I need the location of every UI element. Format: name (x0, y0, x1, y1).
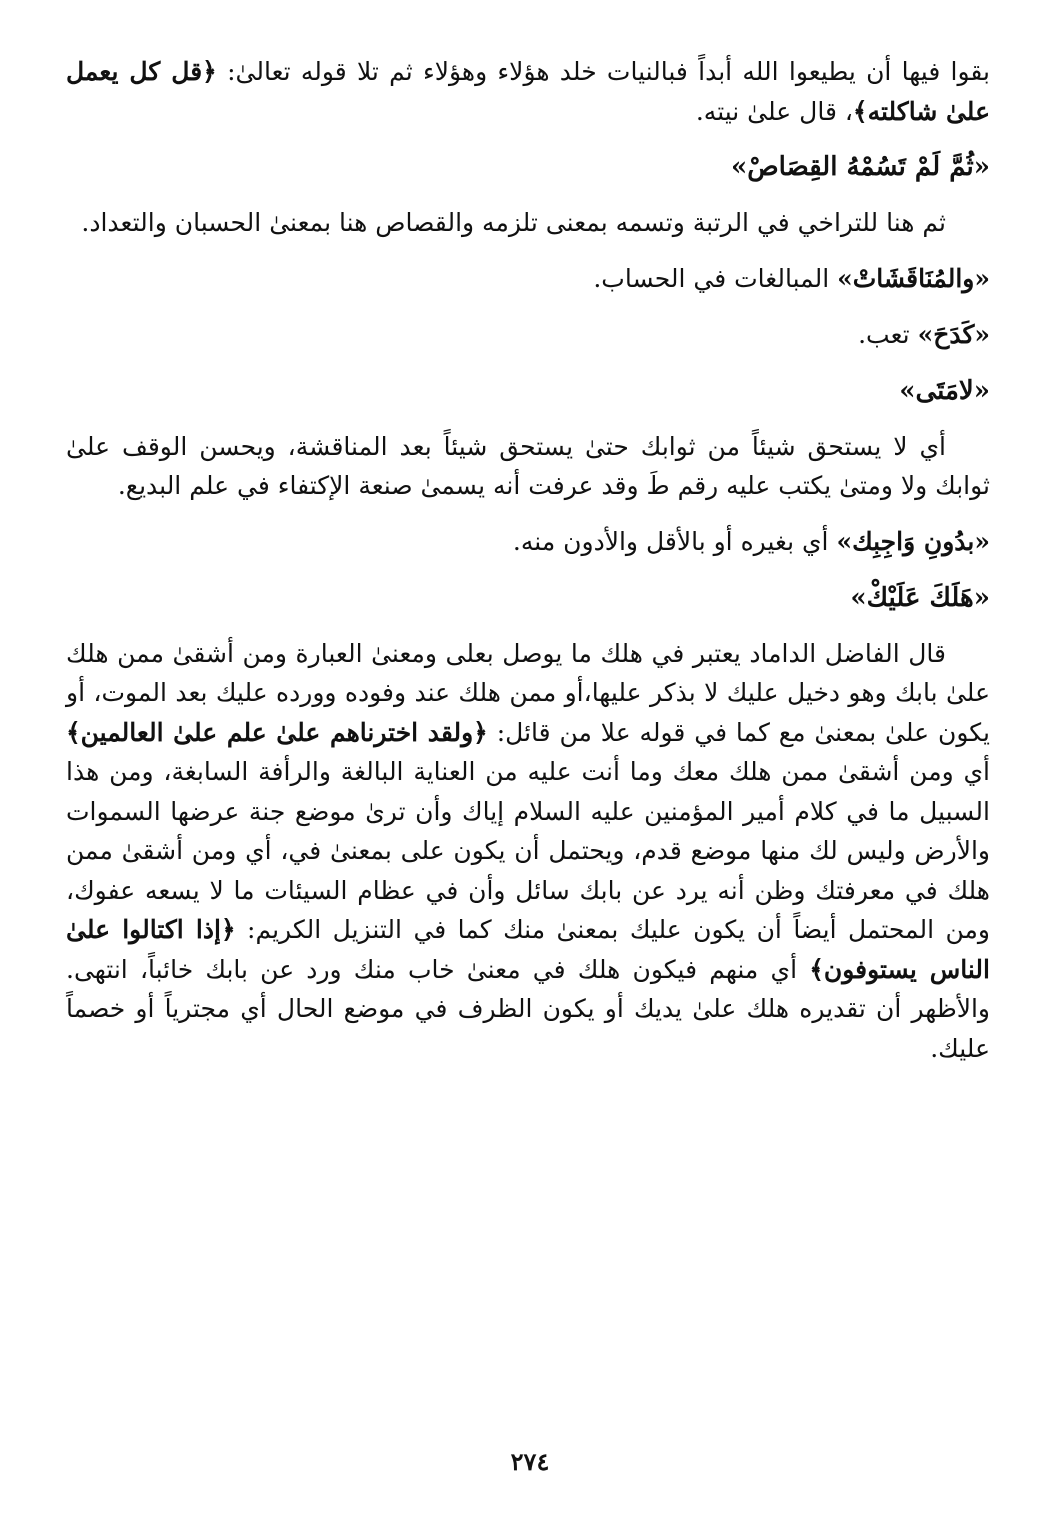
quran-quote: ﴿قل كل يعمل علىٰ شاكلته﴾ (66, 57, 990, 126)
section-heading: «ثُمَّ لَمْ تَسُمْهُ القِصَاصْ» (730, 152, 990, 182)
page-content (66, 52, 990, 1082)
gloss-definition: تعب. (858, 319, 918, 349)
paragraph-commentary (66, 634, 990, 1069)
gloss-definition: المبالغات في الحساب. (593, 263, 838, 293)
quran-quote: ﴿ولقد اخترناهم علىٰ علم علىٰ العالمين﴾ (66, 717, 488, 747)
gloss-definition: أي بغيره أو بالأقل والأدون منه. (512, 526, 837, 556)
section-heading: «لامَتَى» (899, 375, 990, 406)
gloss-term: «كَدَحَ» (917, 319, 990, 349)
paragraph-text: قال الفاضل الداماد يعتبر في هلك ما يوصل بعلى ومعنىٰ العبارة ومن أشقىٰ ممن هلك علىٰ بابك وهو دخيل عليك لا بذكر عليها،أو ممن هلك عند وفوده وورده عليك بعد الموت، أو يكون علىٰ بمعنىٰ مع كما في قوله علا من قائل: (66, 638, 991, 747)
paragraph-text: بقوا فيها أن يطيعوا الله أبداً فبالنيات خلد هؤلاء وهؤلاء ثم تلا قوله تعالىٰ: (216, 57, 990, 86)
gloss-entry (66, 257, 990, 301)
gloss-entry (66, 313, 990, 357)
quran-quote: ﴿إذا اكتالوا علىٰ الناس يستوفون﴾ (66, 915, 990, 984)
paragraph-text: أي ومن أشقىٰ ممن هلك معك وما أنت عليه من العناية البالغة والرأفة السابغة، ومن هذا السبيل ما في كلام أمير المؤمنين عليه السلام إياك وأن ترىٰ موضع جنة عرضها السموات والأرض وليس لك منها موضع قدم، ويحتمل أن يكون على بمعنىٰ في، أي ومن أشقىٰ ممن هلك في معرفتك وظن أنه يرد عن بابك سائل وأن في عظام السيئات ما لا يسعه عفوك، ومن المحتمل أيضاً أن يكون عليك بمعنىٰ منك كما في التنزيل الكريم: (66, 757, 990, 944)
paragraph-explanation: ثم هنا للتراخي في الرتبة وتسمه بمعنى تلزمه والقصاص هنا بمعنىٰ الحسبان والتعداد. (81, 208, 946, 237)
gloss-entry (66, 520, 990, 564)
paragraph-text: أي منهم فيكون هلك في معنىٰ خاب منك ورد عن بابك خائباً، انتهى. والأظهر أن تقديره هلك علىٰ يديك أو يكون الظرف في موضع الحال أي مجترياً أو خصماً عليك. (66, 954, 990, 1063)
section-heading: «هَلَكَ عَلَيْكْ» (850, 582, 990, 613)
gloss-term: «والمُنَاقَشَاتْ» (837, 263, 990, 293)
gloss-term: «بدُونِ وَاجِبِك» (836, 526, 990, 556)
paragraph-explanation: أي لا يستحق شيئاً من ثوابك حتىٰ يستحق شيئاً بعد المناقشة، ويحسن الوقف علىٰ ثوابك ولا ومتىٰ يكتب عليه رقم طَ وقد عرفت أنه يسمىٰ صنعة الإكتفاء في علم البديع. (66, 431, 990, 500)
paragraph-text: ، قال علىٰ نيته. (695, 96, 853, 126)
paragraph-intro (66, 52, 990, 131)
page-number: ٢٧٤ (510, 1447, 550, 1476)
